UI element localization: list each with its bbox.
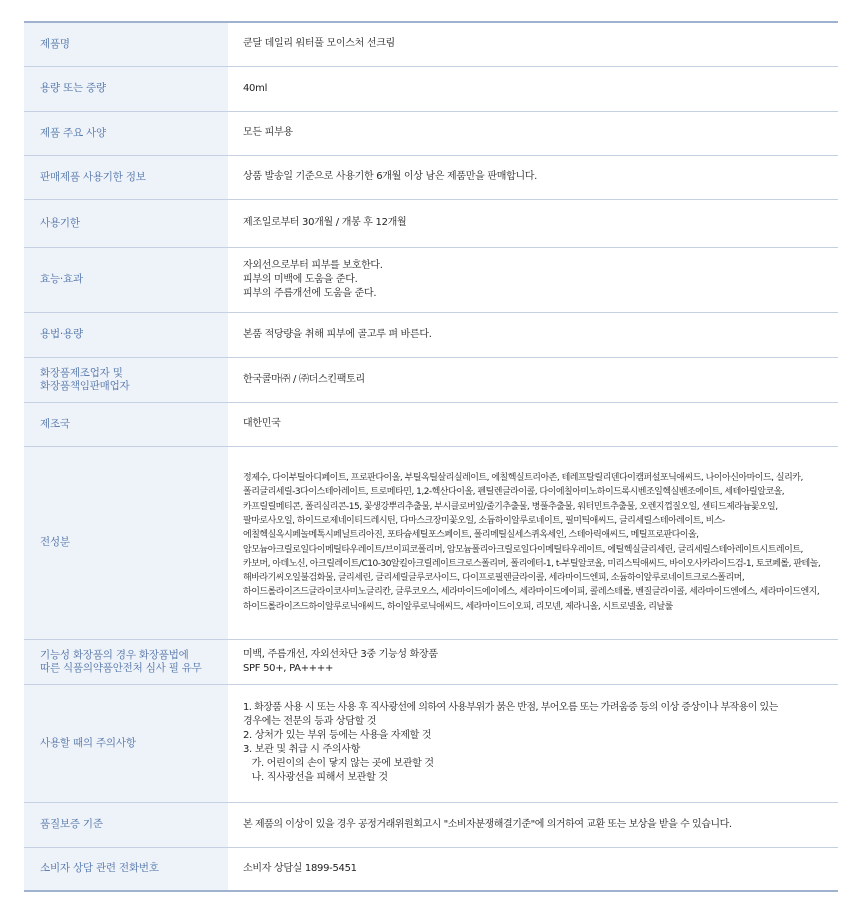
row-value: 본 제품의 이상이 있을 경우 공정거래위원회고시 "소비자분쟁해결기준"에 의거하여 교환 또는 보상을 받을 수 있습니다. bbox=[228, 802, 838, 847]
label-line: 따른 식품의약품안전처 심사 필 유무 bbox=[40, 661, 202, 674]
row-value: 제조일로부터 30개월 / 개봉 후 12개월 bbox=[228, 199, 838, 247]
row-manufacturer bbox=[24, 357, 838, 402]
value-line: 피부의 주름개선에 도움을 준다. bbox=[243, 287, 377, 299]
row-volume bbox=[24, 66, 838, 111]
row-label bbox=[24, 639, 228, 684]
row-ingredients bbox=[24, 446, 838, 639]
value-line: 경우에는 전문의 등과 상담할 것 bbox=[243, 716, 377, 727]
row-precautions bbox=[24, 684, 838, 802]
label-line: 화장품제조업자 및 bbox=[40, 366, 123, 379]
row-label bbox=[24, 357, 228, 402]
value-line: 1. 화장품 사용 시 또는 사용 후 직사광선에 의하여 사용부위가 붉은 반점, 부어오름 또는 가려움증 등의 이상 증상이나 부작용이 있는 bbox=[243, 702, 778, 713]
label-line: 화장품책임판매업자 bbox=[40, 379, 130, 392]
row-product-name bbox=[24, 22, 838, 66]
row-expiration bbox=[24, 199, 838, 247]
row-value: 쿤달 데일리 워터풀 모이스처 선크림 bbox=[228, 22, 838, 66]
row-label: 판매제품 사용기한 정보 bbox=[24, 155, 228, 199]
value-line: 자외선으로부터 피부를 보호한다. bbox=[243, 259, 383, 271]
value-line: SPF 50+, PA++++ bbox=[243, 662, 334, 674]
row-value bbox=[228, 446, 838, 639]
row-quality-guarantee bbox=[24, 802, 838, 847]
value-line: 2. 상처가 있는 부위 등에는 사용을 자제할 것 bbox=[243, 730, 432, 741]
value-line: 나. 직사광선을 피해서 보관할 것 bbox=[243, 772, 388, 783]
row-label: 용량 또는 중량 bbox=[24, 66, 228, 111]
row-value: 본품 적당량을 취해 피부에 골고루 펴 바른다. bbox=[228, 312, 838, 357]
row-label: 소비자 상담 관련 전화번호 bbox=[24, 847, 228, 891]
value-line: 미백, 주름개선, 자외선차단 3중 기능성 화장품 bbox=[243, 648, 438, 660]
row-label: 제품 주요 사양 bbox=[24, 111, 228, 155]
value-line: 피부의 미백에 도움을 준다. bbox=[243, 273, 358, 285]
row-main-spec bbox=[24, 111, 838, 155]
row-label: 제조국 bbox=[24, 402, 228, 446]
row-value: 모든 피부용 bbox=[228, 111, 838, 155]
row-value bbox=[228, 684, 838, 802]
row-efficacy bbox=[24, 247, 838, 312]
value-line: 3. 보관 및 취급 시 주의사항 bbox=[243, 744, 360, 755]
row-value: 40ml bbox=[228, 66, 838, 111]
row-usage bbox=[24, 312, 838, 357]
row-label: 효능·효과 bbox=[24, 247, 228, 312]
row-label: 용법·용량 bbox=[24, 312, 228, 357]
row-customer-phone bbox=[24, 847, 838, 891]
row-value: 소비자 상담실 1899-5451 bbox=[228, 847, 838, 891]
row-label: 품질보증 기준 bbox=[24, 802, 228, 847]
row-shelf-life-info bbox=[24, 155, 838, 199]
row-label: 사용기한 bbox=[24, 199, 228, 247]
value-line: 가. 어린이의 손이 닿지 않는 곳에 보관할 것 bbox=[243, 758, 434, 769]
row-functional-review bbox=[24, 639, 838, 684]
row-value bbox=[228, 247, 838, 312]
label-line: 기능성 화장품의 경우 화장품법에 bbox=[40, 648, 189, 661]
row-label: 전성분 bbox=[24, 446, 228, 639]
row-value: 대한민국 bbox=[228, 402, 838, 446]
row-label: 제품명 bbox=[24, 22, 228, 66]
row-label: 사용할 때의 주의사항 bbox=[24, 684, 228, 802]
product-info-table bbox=[24, 21, 838, 892]
row-country bbox=[24, 402, 838, 446]
row-value: 상품 발송일 기준으로 사용기한 6개월 이상 남은 제품만을 판매합니다. bbox=[228, 155, 838, 199]
row-value bbox=[228, 639, 838, 684]
row-value: 한국콜마㈜ / ㈜더스킨팩토리 bbox=[228, 357, 838, 402]
ingredients-text: 정제수, 다이부틸아디페이트, 프로판다이올, 부틸옥틸살리실레이트, 에칠헥실트리아존, 테레프탈릴리덴다이캠퍼설포닉애씨드, 나이아신아마이드, 실리카, 폴리글리세릴-3다이스테아레이트, 트로메타민, 1,2-헥산다이올, 펜틸렌글라이콜, 다이에칠아미노하이드록시벤조일헥실벤조에이트, 세테아릴알코올, 카프릴릴메티콘, 폴리실리콘-15, 꽃생강뿌리추출물, 부시클로버잎/줄기추출물, 병풀추출물, 워터민트추출물, 오렌지껍질오일, 센티드제라늄꽃오일, 팔마로사오일, 하이드로제네이티드레시틴, 다마스크장미꽃오일, 소듐하이알루로네이트, 필미틱애씨드, 글리세릴스테아레이트, 비스-에칠헥실옥시페놀메톡시페닐트리아진, 포타슘세틸포스페이트, 폴리메틸실세스퀴옥세인, 스테아릭애씨드, 메틸프로판다이올, 암모늄아크릴로일다이메틸타우레이트/브이피코폴리머, 암모늄폴리아크릴로일다이메틸타우레이트, 에틸헥실글리세린, 글리세릴스테아레이트시트레이트, 카보머, 아데노신, 아크릴레이트/C10-30알킬아크릴레이트크로스폴리머, 폴리에터-1, t-부틸알코올, 미리스틱애씨드, 바이오사카라이드검-1, 토코페롤, 판테놀, 해바라기씨오일불검화물, 글리세린, 글리세릴글루코사이드, 다이프로필렌글라이콜, 세라마이드엔피, 소듐하이알루로네이트크로스폴리머, 하이드롤라이즈드글라이코사미노글리칸, 글루코오스, 세라마이드에이에스, 세라마이드에이피, 콜레스테롤, 벤질글라이콜, 세라마이드엔에스, 세라마이드엔지, 하이드롤라이즈드하이알루로닉애씨드, 하이알루로닉애씨드, 세라마이드이오피, 리모넨, 제라니올, 시트로넬올, 리날룰 bbox=[243, 473, 821, 612]
